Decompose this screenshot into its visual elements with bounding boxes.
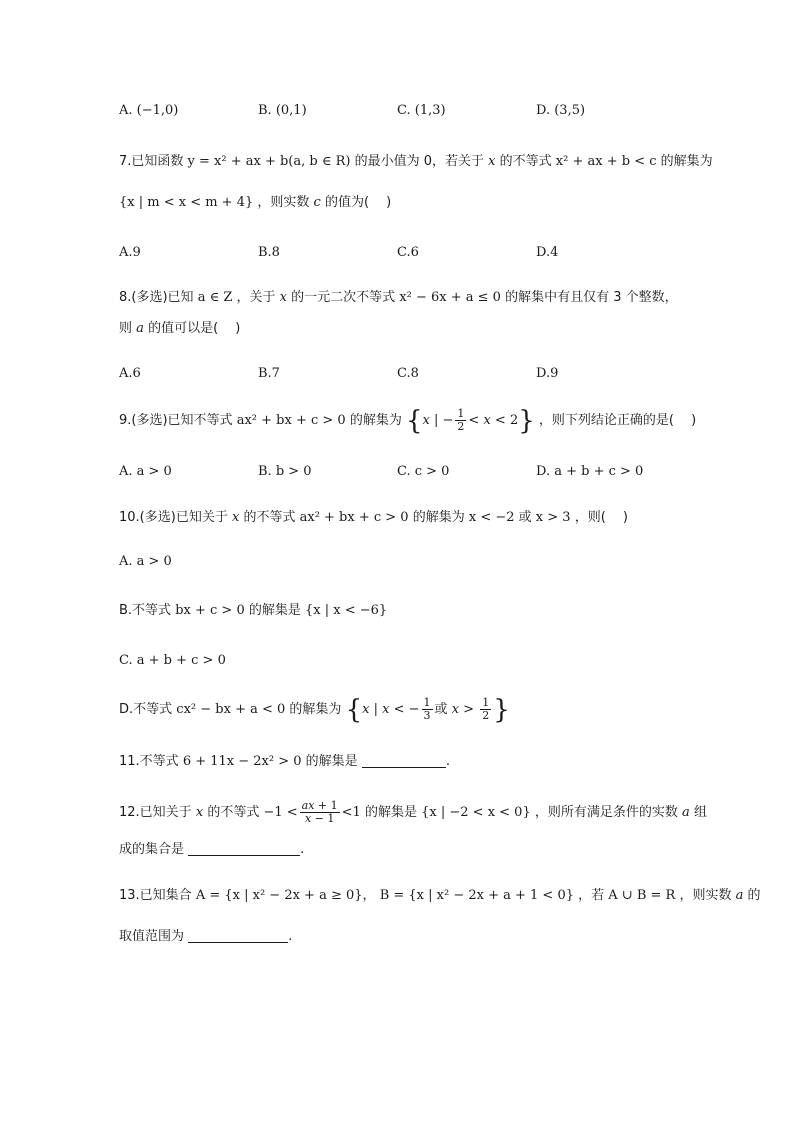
q7-formula-b: x² + ax + b < c <box>555 154 657 169</box>
q7-formula-a: y = x² + ax + b(a, b ∈ R) <box>187 154 351 169</box>
q8-option-a: A.6 <box>119 366 141 381</box>
q11-stem: 11.不等式 6 + 11x − 2x² > 0 的解集是 . <box>119 754 450 769</box>
q10-formula: ax² + bx + c > 0 <box>299 510 409 525</box>
q11-formula: 6 + 11x − 2x² > 0 <box>182 754 302 769</box>
q13-stem-line2: 取值范围为 . <box>119 929 293 944</box>
q6-option-d: D. (3,5) <box>536 103 586 118</box>
q7-stem-line2: {x | m < x < m + 4} ，则实数 c 的值为( ) <box>119 195 392 210</box>
q9-option-a: A. a > 0 <box>119 464 172 479</box>
q9-option-c: C. c > 0 <box>397 464 450 479</box>
q7-option-a: A.9 <box>119 245 141 260</box>
q8-formula-a: a ∈ Z <box>197 290 233 305</box>
q9-stem: 9.(多选)已知不等式 ax² + bx + c > 0 的解集为 {x | − $\frac{1}{2}$ < x < 2} ，则下列结论正确的是( ) <box>119 406 697 436</box>
q9-solution-set: {x | − $\frac{1}{2}$ < x < 2} <box>405 406 535 436</box>
q10-option-b: B.不等式 bx + c > 0 的解集是 {x | x < −6} <box>119 603 388 618</box>
q7-option-b: B.8 <box>258 245 280 260</box>
q12-set: {x | −2 < x < 0} <box>421 805 531 820</box>
q10-solution: x < −2 或 x > 3 <box>468 510 571 525</box>
q8-stem-line2: 则 a 的值可以是( ) <box>119 321 241 336</box>
q8-option-c: C.8 <box>397 366 419 381</box>
q10-option-d: D.不等式 cx² − bx + a < 0 的解集为 {x | x < − $\frac{1}{3}$ 或 x > $\frac{1}{2}$ } <box>119 695 510 725</box>
q10-stem: 10.(多选)已知关于 x 的不等式 ax² + bx + c > 0 的解集为 x < −2 或 x > 3 ，则( ) <box>119 510 628 525</box>
q7-option-d: D.4 <box>536 245 559 260</box>
q13-answer-blank[interactable] <box>188 928 288 943</box>
q6-option-c: C. (1,3) <box>397 103 446 118</box>
q13-set-b: B = {x | x² − 2x + a + 1 < 0} <box>379 888 574 903</box>
q12-stem: 12.已知关于 x 的不等式 −1 < $\frac{ax + 1}{x - 1}$ <1 的解集是 {x | −2 < x < 0} ，则所有满足条件的实数 a 组 <box>119 799 707 825</box>
q8-stem: 8.(多选)已知 a ∈ Z ，关于 x 的一元二次不等式 x² − 6x + a ≤ 0 的解集中有且仅有 3 个整数， <box>119 290 678 305</box>
q11-answer-blank[interactable] <box>362 753 446 768</box>
q13-union: A ∪ B = R <box>608 888 676 903</box>
q10-option-a: A. a > 0 <box>119 554 172 569</box>
q8-option-b: B.7 <box>258 366 280 381</box>
q6-option-b: B. (0,1) <box>258 103 307 118</box>
q6-option-a: A. (−1,0) <box>119 103 179 118</box>
q13-set-a: A = {x | x² − 2x + a ≥ 0} <box>195 888 363 903</box>
q12-answer-blank[interactable] <box>188 841 300 856</box>
q8-option-d: D.9 <box>536 366 559 381</box>
q10-option-d-set: {x | x < − $\frac{1}{3}$ 或 x > $\frac{1}{2}$ } <box>345 695 510 725</box>
q7-option-c: C.6 <box>397 245 419 260</box>
q9-option-d: D. a + b + c > 0 <box>536 464 644 479</box>
q13-stem: 13.已知集合 A = {x | x² − 2x + a ≥ 0}， B = {x | x² − 2x + a + 1 < 0} ，若 A ∪ B = R ，则实数 a 的 <box>119 888 761 903</box>
q9-formula: ax² + bx + c > 0 <box>236 413 346 428</box>
q7-stem: 7.已知函数 y = x² + ax + b(a, b ∈ R) 的最小值为 0，若关于 x 的不等式 x² + ax + b < c 的解集为 <box>119 154 713 169</box>
q7-set: {x | m < x < m + 4} <box>119 195 254 210</box>
q12-stem-line2: 成的集合是 . <box>119 842 305 857</box>
q9-option-b: B. b > 0 <box>258 464 312 479</box>
q12-inequality: −1 < $\frac{ax + 1}{x - 1}$ <1 <box>263 799 361 825</box>
q8-formula-b: x² − 6x + a ≤ 0 <box>399 290 501 305</box>
q10-option-c: C. a + b + c > 0 <box>119 653 226 668</box>
